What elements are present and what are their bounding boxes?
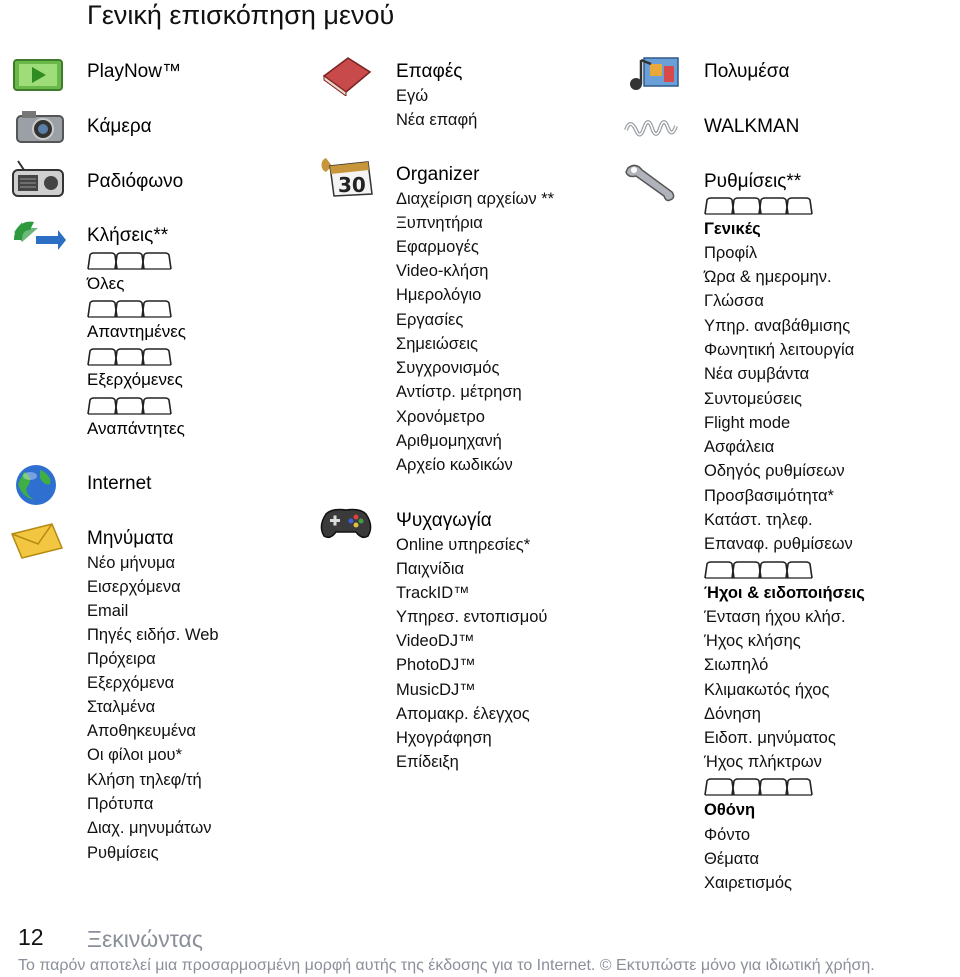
entertainment-item[interactable]: Ηχογράφηση [396,729,492,747]
menu-walkman[interactable]: WALKMAN [704,116,800,137]
globe-icon [10,462,68,506]
calls-icon [8,214,66,258]
organizer-item[interactable]: Video-κλήση [396,262,489,280]
sounds-item[interactable]: Κλιμακωτός ήχος [704,681,830,699]
entertainment-item[interactable]: Επίδειξη [396,753,459,771]
messages-item[interactable]: Ρυθμίσεις [87,844,159,862]
messages-item[interactable]: Οι φίλοι μου* [87,746,183,764]
sounds-item[interactable]: Ειδοπ. μηνύματος [704,729,836,747]
entertainment-item[interactable]: Υπηρεσ. εντοπισμού [396,608,548,626]
entertainment-item[interactable]: PhotoDJ™ [396,656,476,674]
organizer-item[interactable]: Χρονόμετρο [396,408,485,426]
menu-playnow[interactable]: PlayNow™ [87,61,181,82]
walkman-logo-icon [622,106,680,150]
contacts-item[interactable]: Εγώ [396,87,429,105]
general-item[interactable]: Επαναφ. ρυθμίσεων [704,535,853,553]
section-title: Ξεκινώντας [87,926,203,952]
general-item[interactable]: Flight mode [704,414,791,432]
sounds-item[interactable]: Ήχος κλήσης [704,632,801,650]
sounds-item[interactable]: Σιωπηλό [704,656,769,674]
general-item[interactable]: Οδηγός ρυθμίσεων [704,462,845,480]
general-item[interactable]: Γλώσσα [704,292,764,310]
page-number: 12 [18,924,44,950]
general-item[interactable]: Ώρα & ημερομην. [704,268,832,286]
messages-item[interactable]: Κλήση τηλεφ/τή [87,771,202,789]
general-item[interactable]: Νέα συμβάντα [704,365,810,383]
organizer-item[interactable]: Αρχείο κωδικών [396,456,513,474]
menu-calls[interactable]: Κλήσεις** [87,225,169,246]
menu-media[interactable]: Πολυμέσα [704,61,790,82]
entertainment-item[interactable]: Παιχνίδια [396,560,465,578]
sounds-item[interactable]: Δόνηση [704,705,761,723]
general-item[interactable]: Ασφάλεια [704,438,775,456]
general-item[interactable]: Υπηρ. αναβάθμισης [704,317,851,335]
tabs-icon [704,560,814,580]
general-item[interactable]: Κατάστ. τηλεφ. [704,511,813,529]
playnow-icon [10,52,68,96]
menu-organizer[interactable]: Organizer [396,164,480,185]
tabs-icon [704,196,814,216]
messages-item[interactable]: Email [87,602,129,620]
settings-tab-display[interactable]: Οθόνη [704,801,756,819]
entertainment-item[interactable]: Online υπηρεσίες* [396,536,531,554]
general-item[interactable]: Προσβασιμότητα* [704,487,834,505]
display-item[interactable]: Θέματα [704,850,760,868]
organizer-item[interactable]: Ξυπνητήρια [396,214,483,232]
camera-icon [12,104,70,148]
messages-item[interactable]: Αποθηκευμένα [87,722,196,740]
disclaimer: Το παρόν αποτελεί μια προσαρμοσμένη μορφή αυτής της έκδοσης για το Internet. © Εκτυπώστε μόνο για ιδιωτική χρήση. [18,957,875,974]
sounds-item[interactable]: Ήχος πλήκτρων [704,753,822,771]
wrench-icon [622,160,680,204]
menu-messages[interactable]: Μηνύματα [87,528,174,549]
entertainment-item[interactable]: TrackID™ [396,584,470,602]
tabs-icon [87,251,177,271]
calls-tab-dialled[interactable]: Εξερχόμενες [87,370,183,389]
messages-item[interactable]: Εισερχόμενα [87,578,181,596]
display-item[interactable]: Χαιρετισμός [704,874,792,892]
messages-item[interactable]: Εξερχόμενα [87,674,175,692]
organizer-item[interactable]: Εφαρμογές [396,238,479,256]
tabs-icon [704,777,814,797]
page-title: Γενική επισκόπηση μενού [87,0,395,30]
organizer-icon-number: 30 [338,173,366,197]
media-icon [624,52,682,96]
menu-camera[interactable]: Κάμερα [87,116,152,137]
messages-item[interactable]: Πρότυπα [87,795,154,813]
organizer-item[interactable]: Διαχείριση αρχείων ** [396,190,555,208]
tabs-icon [87,299,177,319]
menu-settings[interactable]: Ρυθμίσεις** [704,171,802,192]
menu-internet[interactable]: Internet [87,473,152,494]
gamepad-icon [318,500,376,544]
organizer-item[interactable]: Αριθμομηχανή [396,432,502,450]
messages-item[interactable]: Πηγές ειδήσ. Web [87,626,219,644]
menu-contacts[interactable]: Επαφές [396,61,463,82]
entertainment-item[interactable]: Απομακρ. έλεγχος [396,705,530,723]
general-item[interactable]: Προφίλ [704,244,758,262]
entertainment-item[interactable]: VideoDJ™ [396,632,475,650]
messages-item[interactable]: Διαχ. μηνυμάτων [87,819,212,837]
tabs-icon [87,347,177,367]
settings-tab-general[interactable]: Γενικές [704,220,761,238]
messages-item[interactable]: Σταλμένα [87,698,156,716]
tabs-icon [87,396,177,416]
organizer-item[interactable]: Εργασίες [396,311,464,329]
organizer-item[interactable]: Σημειώσεις [396,335,478,353]
messages-item[interactable]: Νέο μήνυμα [87,554,176,572]
envelope-icon [8,518,66,562]
general-item[interactable]: Φωνητική λειτουργία [704,341,855,359]
display-item[interactable]: Φόντο [704,826,751,844]
messages-item[interactable]: Πρόχειρα [87,650,156,668]
organizer-item[interactable]: Συγχρονισμός [396,359,500,377]
settings-tab-sounds[interactable]: Ήχοι & ειδοποιήσεις [704,584,865,602]
menu-entertainment[interactable]: Ψυχαγωγία [396,510,492,531]
calls-tab-all[interactable]: Όλες [87,274,125,293]
organizer-item[interactable]: Ημερολόγιο [396,286,482,304]
organizer-item[interactable]: Αντίστρ. μέτρηση [396,383,522,401]
entertainment-item[interactable]: MusicDJ™ [396,681,476,699]
general-item[interactable]: Συντομεύσεις [704,390,802,408]
menu-radio[interactable]: Ραδιόφωνο [87,171,184,192]
sounds-item[interactable]: Ένταση ήχου κλήσ. [704,608,846,626]
calls-tab-answered[interactable]: Απαντημένες [87,322,186,341]
radio-icon [10,158,68,202]
calls-tab-missed[interactable]: Αναπάντητες [87,419,185,438]
organizer-calendar-icon [316,154,374,198]
contacts-item[interactable]: Νέα επαφή [396,111,478,129]
contacts-book-icon [318,52,376,96]
